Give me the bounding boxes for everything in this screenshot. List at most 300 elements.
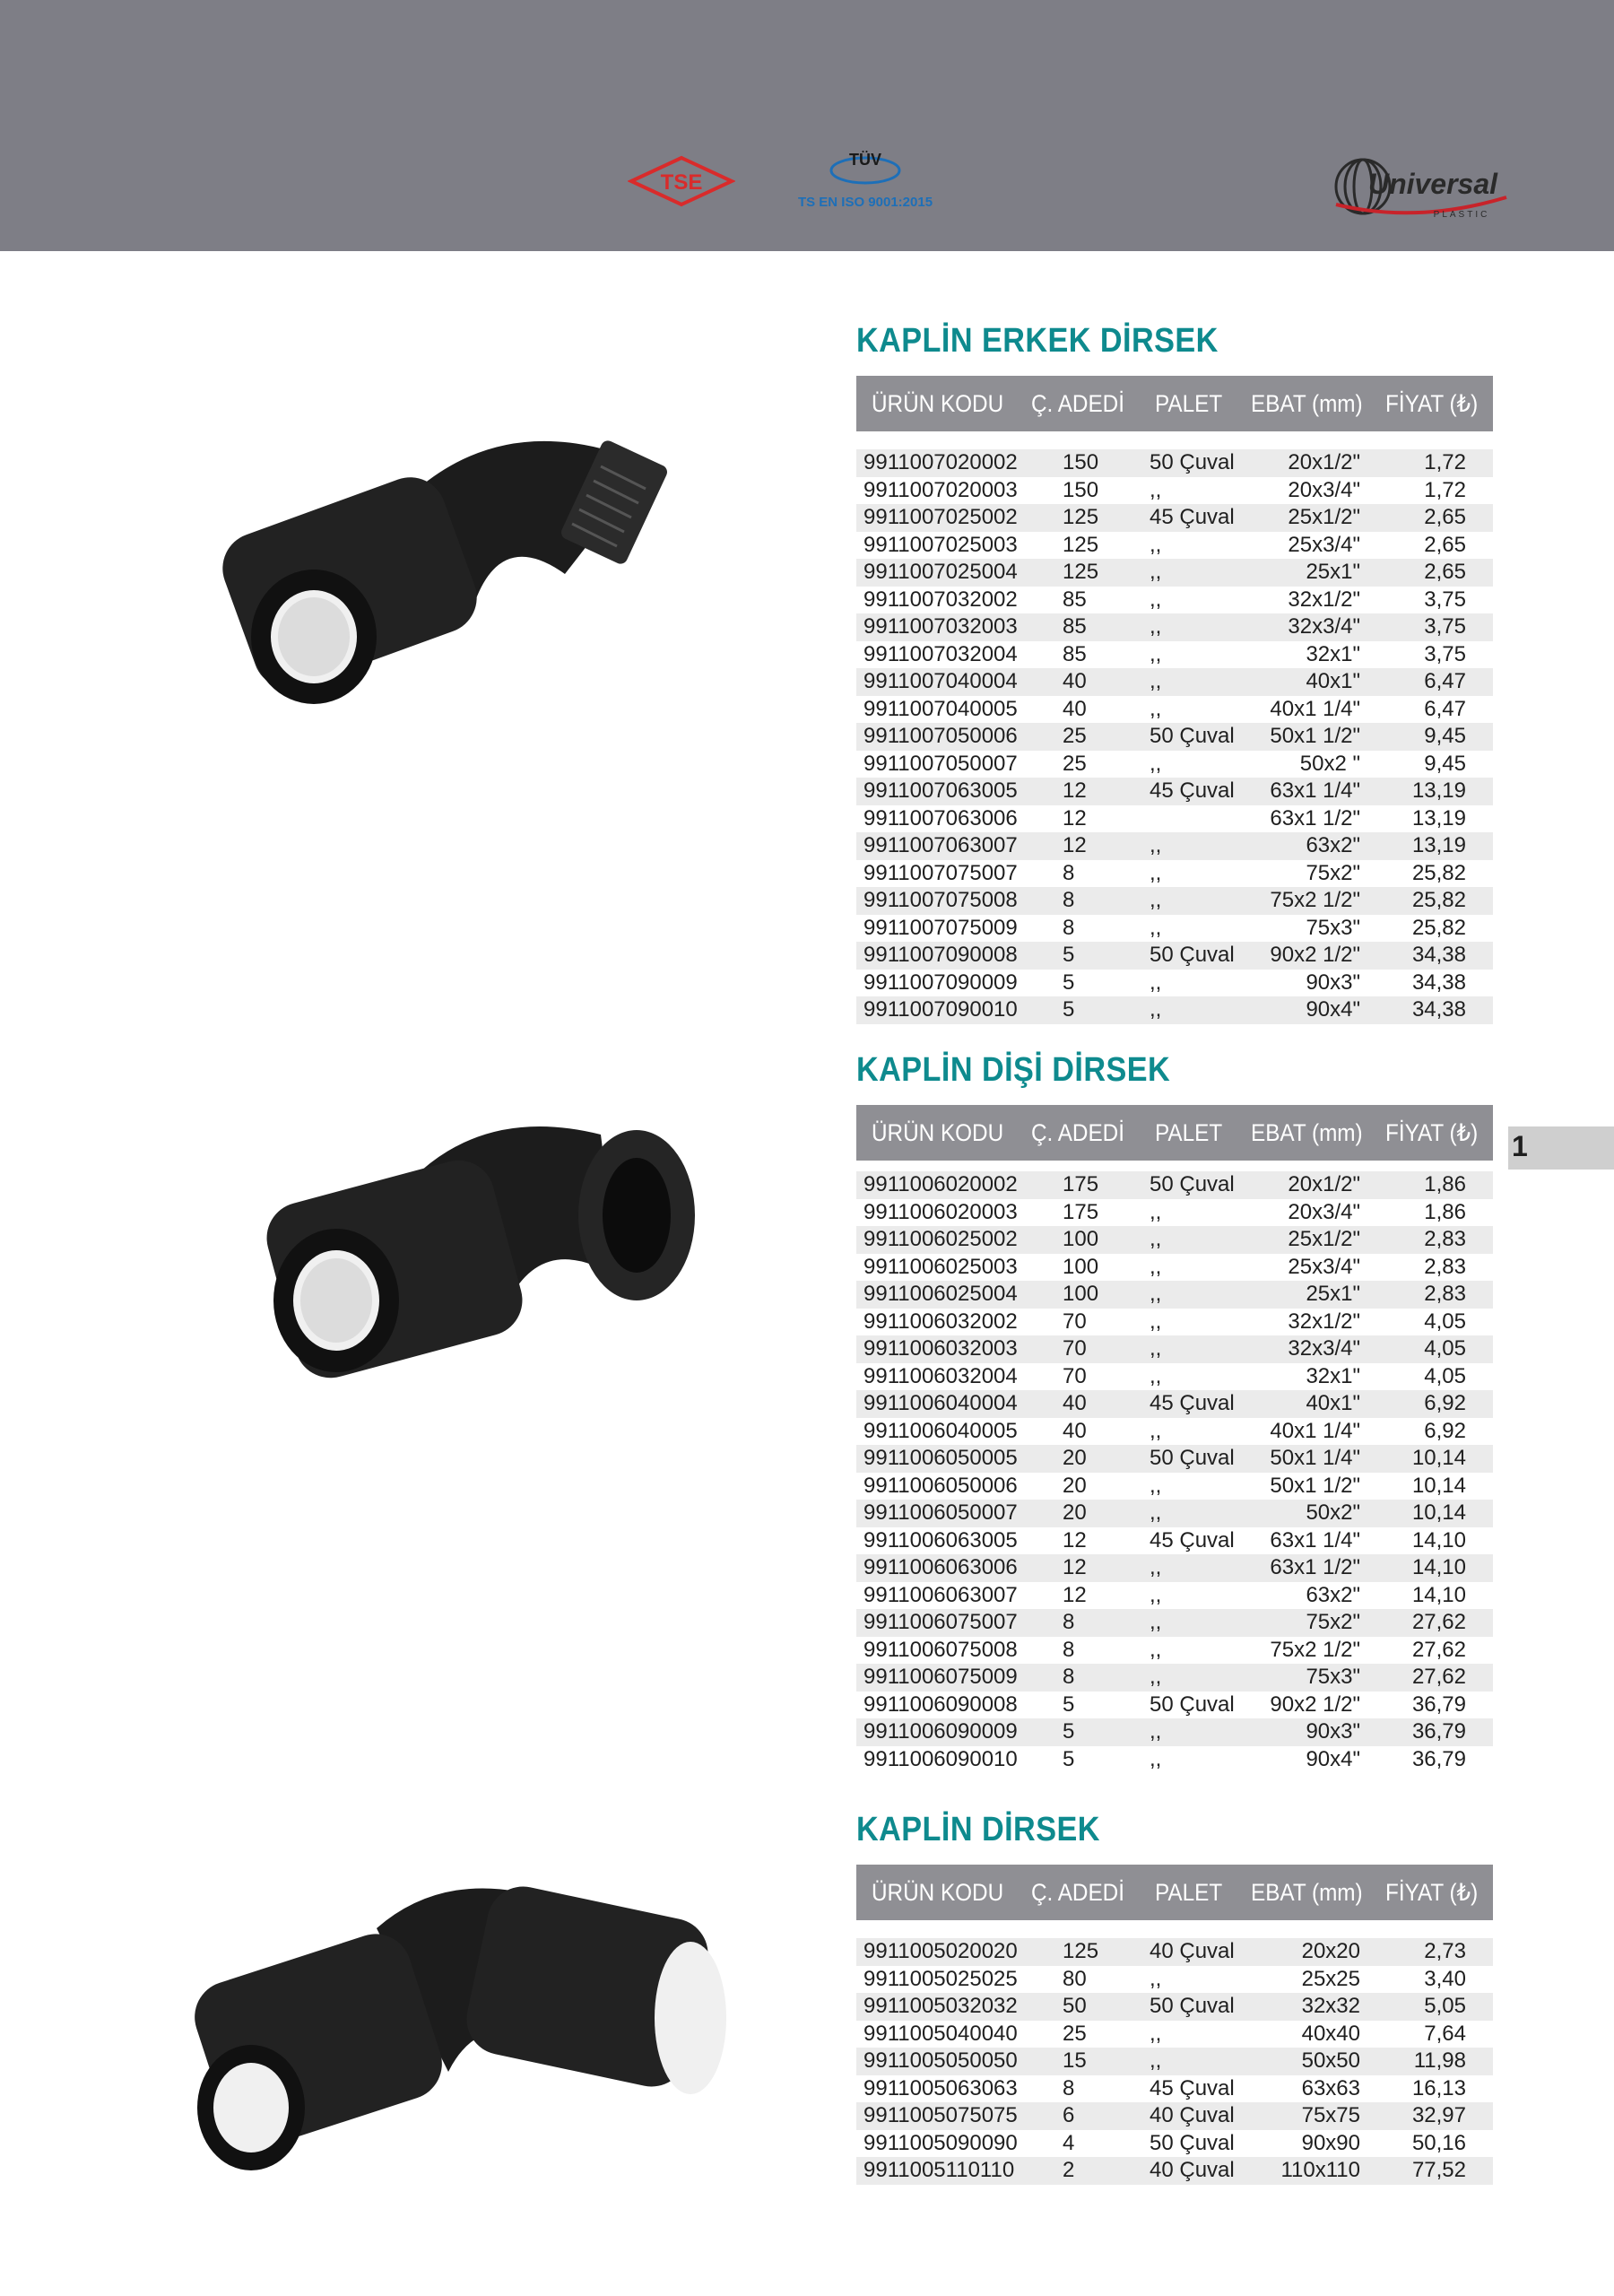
size-cell: 25x1": [1306, 1282, 1360, 1306]
pallet-cell: 50 Çuval: [1150, 1994, 1235, 2018]
price-cell: 10,14: [1411, 1500, 1466, 1525]
size-cell: 63x2": [1306, 833, 1360, 857]
section-title: KAPLİN ERKEK DİRSEK: [856, 322, 1219, 360]
table-row: [856, 613, 1493, 641]
table-row: [856, 2021, 1493, 2048]
table-row: [856, 723, 1493, 751]
pallet-cell: ,,: [1150, 1637, 1162, 1662]
quantity-cell: 12: [1063, 1555, 1087, 1579]
table-row: [856, 1746, 1493, 1774]
table-row: [856, 449, 1493, 477]
product-code-cell: 9911007020003: [863, 477, 1018, 502]
quantity-cell: 40: [1063, 1391, 1087, 1415]
product-code-cell: 9911007032004: [863, 641, 1018, 666]
price-cell: 25,82: [1411, 860, 1466, 885]
pallet-cell: 50 Çuval: [1150, 1446, 1235, 1470]
product-code-cell: 9911007040005: [863, 696, 1018, 721]
price-cell: 13,19: [1411, 778, 1466, 803]
header-pallet: PALET: [1155, 390, 1223, 417]
price-cell: 2,65: [1424, 560, 1466, 584]
pallet-cell: ,,: [1150, 915, 1162, 940]
pallet-cell: ,,: [1150, 587, 1162, 612]
product-code-cell: 9911007025002: [863, 505, 1018, 529]
table-row: [856, 970, 1493, 997]
table-row: [856, 1199, 1493, 1227]
quantity-cell: 80: [1063, 1966, 1087, 1991]
product-code-cell: 9911007020002: [863, 450, 1018, 474]
product-code-cell: 9911005050050: [863, 2048, 1018, 2073]
table-row: [856, 1418, 1493, 1446]
table-row: [856, 2075, 1493, 2103]
product-code-cell: 9911007050006: [863, 724, 1018, 748]
section-female-elbow: [856, 1048, 1493, 1773]
quantity-cell: 12: [1063, 1527, 1087, 1552]
price-cell: 1,86: [1424, 1199, 1466, 1224]
size-cell: 63x1 1/4": [1270, 778, 1360, 803]
price-cell: 14,10: [1411, 1527, 1466, 1552]
section-title: KAPLİN DİRSEK: [856, 1811, 1100, 1848]
table-header: [856, 1865, 1493, 1920]
size-cell: 63x1 1/2": [1270, 1555, 1360, 1579]
price-cell: 13,19: [1411, 805, 1466, 831]
header-size: EBAT (mm): [1251, 1119, 1363, 1146]
size-cell: 63x63: [1301, 2075, 1360, 2100]
product-code-cell: 9911006090008: [863, 1692, 1018, 1717]
price-cell: 9,45: [1424, 751, 1466, 776]
header-product-code: ÜRÜN KODU: [872, 1879, 1004, 1906]
table-row: [856, 1445, 1493, 1473]
product-code-cell: 9911007032002: [863, 587, 1018, 612]
pallet-cell: ,,: [1150, 1363, 1162, 1388]
price-cell: 11,98: [1413, 2048, 1466, 2073]
pallet-cell: ,,: [1150, 1746, 1162, 1771]
price-cell: 2,83: [1424, 1227, 1466, 1251]
table-row: [856, 1335, 1493, 1363]
product-code-cell: 9911006020002: [863, 1172, 1018, 1196]
quantity-cell: 70: [1063, 1363, 1087, 1388]
quantity-cell: 40: [1063, 1418, 1087, 1443]
price-cell: 2,73: [1424, 1939, 1466, 1963]
tuv-logo: [780, 144, 950, 215]
quantity-cell: 8: [1063, 888, 1075, 912]
size-cell: 20x20: [1301, 1939, 1360, 1963]
pallet-cell: 45 Çuval: [1150, 778, 1235, 803]
size-cell: 20x3/4": [1288, 1199, 1360, 1224]
header-price: FİYAT (₺): [1385, 390, 1479, 417]
pallet-cell: ,,: [1150, 532, 1162, 557]
table-row: [856, 587, 1493, 614]
product-code-cell: 9911007063006: [863, 805, 1018, 831]
size-cell: 25x25: [1301, 1966, 1360, 1991]
price-cell: 3,40: [1424, 1966, 1466, 1991]
quantity-cell: 2: [1063, 2158, 1075, 2182]
size-cell: 40x40: [1301, 2021, 1360, 2046]
size-cell: 25x3/4": [1288, 1254, 1360, 1279]
pallet-cell: 40 Çuval: [1150, 1939, 1235, 1963]
price-cell: 14,10: [1411, 1555, 1466, 1579]
table-row: [856, 1500, 1493, 1527]
quantity-cell: 12: [1063, 1582, 1087, 1607]
product-code-cell: 9911007025003: [863, 532, 1018, 557]
price-cell: 10,14: [1411, 1446, 1466, 1470]
quantity-cell: 50: [1063, 1994, 1087, 2018]
size-cell: 25x1/2": [1288, 505, 1360, 529]
pallet-cell: ,,: [1150, 1254, 1162, 1279]
price-cell: 36,79: [1411, 1692, 1466, 1717]
pallet-cell: ,,: [1150, 1473, 1162, 1498]
table-row: [856, 1637, 1493, 1665]
header-quantity: Ç. ADEDİ: [1031, 390, 1124, 417]
table-row: [856, 696, 1493, 724]
quantity-cell: 20: [1063, 1500, 1087, 1525]
product-code-cell: 9911005075075: [863, 2103, 1018, 2127]
size-cell: 75x3": [1306, 915, 1360, 940]
quantity-cell: 8: [1063, 1610, 1075, 1634]
table-row: [856, 1554, 1493, 1582]
pallet-cell: ,,: [1150, 1966, 1162, 1991]
pallet-cell: ,,: [1150, 1418, 1162, 1443]
quantity-cell: 5: [1063, 1746, 1075, 1771]
table-row: [856, 1609, 1493, 1637]
product-code-cell: 9911007090008: [863, 943, 1018, 967]
quantity-cell: 150: [1063, 477, 1099, 502]
tse-logo: [628, 154, 735, 208]
pallet-cell: 50 Çuval: [1150, 1172, 1235, 1196]
size-cell: 32x1/2": [1288, 1309, 1360, 1334]
header-product-code: ÜRÜN KODU: [872, 1119, 1004, 1146]
pallet-cell: ,,: [1150, 696, 1162, 721]
product-code-cell: 9911005032032: [863, 1994, 1018, 2018]
pallet-cell: ,,: [1150, 560, 1162, 584]
price-cell: 1,86: [1424, 1172, 1466, 1196]
product-code-cell: 9911007090010: [863, 997, 1018, 1022]
pallet-cell: ,,: [1150, 1555, 1162, 1579]
quantity-cell: 100: [1063, 1282, 1099, 1306]
size-cell: 63x1 1/4": [1270, 1527, 1360, 1552]
product-code-cell: 9911006090009: [863, 1719, 1018, 1744]
table-row: [856, 915, 1493, 943]
price-cell: 27,62: [1411, 1665, 1466, 1689]
table-body: [856, 1938, 1493, 2185]
brand-sub-text: PLASTIC: [1433, 210, 1490, 220]
table-row: [856, 1254, 1493, 1282]
pallet-cell: ,,: [1150, 970, 1162, 995]
size-cell: 32x3/4": [1288, 614, 1360, 639]
pallet-cell: 40 Çuval: [1150, 2103, 1235, 2127]
product-code-cell: 9911006032002: [863, 1309, 1018, 1334]
quantity-cell: 8: [1063, 1637, 1075, 1662]
header-price: FİYAT (₺): [1385, 1879, 1479, 1906]
quantity-cell: 8: [1063, 2075, 1075, 2100]
product-code-cell: 9911006075009: [863, 1665, 1018, 1689]
price-cell: 6,47: [1424, 696, 1466, 721]
pallet-cell: 50 Çuval: [1150, 943, 1235, 967]
price-cell: 16,13: [1411, 2075, 1466, 2100]
size-cell: 20x1/2": [1288, 450, 1360, 474]
pallet-cell: ,,: [1150, 751, 1162, 776]
table-row: [856, 1527, 1493, 1555]
quantity-cell: 150: [1063, 450, 1099, 474]
product-code-cell: 9911006063005: [863, 1527, 1018, 1552]
quantity-cell: 70: [1063, 1309, 1087, 1334]
size-cell: 90x4": [1306, 1746, 1360, 1771]
pallet-cell: 50 Çuval: [1150, 2130, 1235, 2155]
product-code-cell: 9911006025004: [863, 1282, 1018, 1306]
price-cell: 77,52: [1411, 2158, 1466, 2182]
price-cell: 6,92: [1424, 1391, 1466, 1415]
table-row: [856, 504, 1493, 532]
product-code-cell: 9911005040040: [863, 2021, 1018, 2046]
table-row: [856, 668, 1493, 696]
pallet-cell: ,,: [1150, 1610, 1162, 1634]
price-cell: 3,75: [1424, 641, 1466, 666]
size-cell: 63x1 1/2": [1270, 805, 1360, 831]
quantity-cell: 4: [1063, 2130, 1075, 2155]
price-cell: 1,72: [1424, 477, 1466, 502]
price-cell: 36,79: [1411, 1746, 1466, 1771]
section-elbow: [856, 1807, 1493, 2185]
quantity-cell: 125: [1063, 532, 1099, 557]
table-row: [856, 1473, 1493, 1500]
pallet-cell: ,,: [1150, 888, 1162, 912]
price-cell: 27,62: [1411, 1637, 1466, 1662]
pallet-cell: 50 Çuval: [1150, 724, 1235, 748]
price-cell: 6,92: [1424, 1418, 1466, 1443]
table-row: [856, 1966, 1493, 1994]
product-code-cell: 9911005110110: [863, 2158, 1015, 2182]
product-code-cell: 9911005063063: [863, 2075, 1018, 2100]
size-cell: 50x1 1/4": [1270, 1446, 1360, 1470]
price-cell: 2,83: [1424, 1254, 1466, 1279]
product-code-cell: 9911005020020: [863, 1939, 1018, 1963]
quantity-cell: 85: [1063, 641, 1087, 666]
product-code-cell: 9911007090009: [863, 970, 1018, 995]
table-row: [856, 477, 1493, 505]
quantity-cell: 40: [1063, 669, 1087, 693]
table-row: [856, 860, 1493, 888]
table-row: [856, 559, 1493, 587]
quantity-cell: 12: [1063, 778, 1087, 803]
size-cell: 90x4": [1306, 997, 1360, 1022]
size-cell: 75x2 1/2": [1270, 888, 1360, 912]
price-cell: 14,10: [1411, 1582, 1466, 1607]
size-cell: 75x3": [1306, 1665, 1360, 1689]
brand-text: Universal: [1367, 168, 1498, 200]
size-cell: 90x3": [1306, 1719, 1360, 1744]
price-cell: 25,82: [1411, 888, 1466, 912]
product-code-cell: 9911006020003: [863, 1199, 1018, 1224]
price-cell: 5,05: [1424, 1994, 1466, 2018]
product-code-cell: 9911007025004: [863, 560, 1018, 584]
size-cell: 75x2 1/2": [1270, 1637, 1360, 1662]
quantity-cell: 25: [1063, 751, 1087, 776]
quantity-cell: 25: [1063, 724, 1087, 748]
product-code-cell: 9911006025003: [863, 1254, 1018, 1279]
header-quantity: Ç. ADEDİ: [1031, 1119, 1124, 1146]
product-code-cell: 9911006032004: [863, 1363, 1018, 1388]
table-row: [856, 1664, 1493, 1692]
pallet-cell: 45 Çuval: [1150, 1527, 1235, 1552]
section-male-elbow: [856, 318, 1493, 1024]
header-product-code: ÜRÜN KODU: [872, 390, 1004, 417]
quantity-cell: 20: [1063, 1446, 1087, 1470]
header-size: EBAT (mm): [1251, 1879, 1363, 1906]
size-cell: 75x75: [1301, 2103, 1360, 2127]
quantity-cell: 12: [1063, 805, 1087, 831]
size-cell: 32x3/4": [1288, 1336, 1360, 1361]
price-cell: 50,16: [1411, 2130, 1466, 2155]
table-header: [856, 376, 1493, 431]
product-code-cell: 9911006075007: [863, 1610, 1018, 1634]
table-row: [856, 778, 1493, 805]
certification-text: TS EN ISO 9001:2015: [797, 195, 933, 210]
quantity-cell: 70: [1063, 1336, 1087, 1361]
pallet-cell: ,,: [1150, 1719, 1162, 1744]
size-cell: 32x32: [1301, 1994, 1360, 2018]
price-cell: 3,75: [1424, 614, 1466, 639]
price-cell: 6,47: [1424, 669, 1466, 693]
size-cell: 90x90: [1301, 2130, 1360, 2155]
product-code-cell: 9911006050007: [863, 1500, 1018, 1525]
female-elbow-image: [260, 1099, 726, 1431]
header-pallet: PALET: [1155, 1119, 1223, 1146]
header-size: EBAT (mm): [1251, 390, 1363, 417]
pallet-cell: ,,: [1150, 669, 1162, 693]
product-code-cell: 9911007050007: [863, 751, 1018, 776]
size-cell: 50x1 1/2": [1270, 1473, 1360, 1498]
table-row: [856, 751, 1493, 778]
table-row: [856, 887, 1493, 915]
price-cell: 32,97: [1411, 2103, 1466, 2127]
price-cell: 13,19: [1411, 833, 1466, 857]
product-code-cell: 9911005025025: [863, 1966, 1018, 1991]
size-cell: 25x1/2": [1288, 1227, 1360, 1251]
size-cell: 32x1": [1306, 1363, 1360, 1388]
table-row: [856, 805, 1493, 833]
product-code-cell: 9911007063005: [863, 778, 1018, 803]
pallet-cell: ,,: [1150, 833, 1162, 857]
size-cell: 50x50: [1301, 2048, 1360, 2073]
header-quantity: Ç. ADEDİ: [1031, 1879, 1124, 1906]
quantity-cell: 5: [1063, 997, 1075, 1022]
product-code-cell: 9911006050006: [863, 1473, 1018, 1498]
quantity-cell: 8: [1063, 860, 1075, 885]
table-row: [856, 832, 1493, 860]
pallet-cell: ,,: [1150, 860, 1162, 885]
pallet-cell: 45 Çuval: [1150, 2075, 1235, 2100]
size-cell: 32x1/2": [1288, 587, 1360, 612]
product-code-cell: 9911006075008: [863, 1637, 1018, 1662]
table-row: [856, 2102, 1493, 2130]
size-cell: 40x1": [1306, 1391, 1360, 1415]
size-cell: 20x3/4": [1288, 477, 1360, 502]
table-row: [856, 996, 1493, 1024]
table-row: [856, 2130, 1493, 2158]
product-code-cell: 9911007032003: [863, 614, 1018, 639]
table-row: [856, 1582, 1493, 1610]
tse-logo-text: TSE: [660, 170, 703, 195]
quantity-cell: 6: [1063, 2103, 1075, 2127]
price-cell: 2,65: [1424, 505, 1466, 529]
pallet-cell: 50 Çuval: [1150, 1692, 1235, 1717]
page-header: [0, 0, 1614, 251]
product-code-cell: 9911005090090: [863, 2130, 1018, 2155]
quantity-cell: 12: [1063, 833, 1087, 857]
quantity-cell: 5: [1063, 970, 1075, 995]
price-cell: 34,38: [1411, 997, 1466, 1022]
product-code-cell: 9911006040004: [863, 1391, 1018, 1415]
size-cell: 50x1 1/2": [1270, 724, 1360, 748]
size-cell: 25x3/4": [1288, 532, 1360, 557]
pallet-cell: ,,: [1150, 2048, 1162, 2073]
price-cell: 3,75: [1424, 587, 1466, 612]
size-cell: 90x2 1/2": [1270, 1692, 1360, 1717]
table-row: [856, 1692, 1493, 1719]
table-row: [856, 2157, 1493, 2185]
quantity-cell: 125: [1063, 1939, 1099, 1963]
size-cell: 40x1 1/4": [1270, 1418, 1360, 1443]
quantity-cell: 85: [1063, 587, 1087, 612]
table-row: [856, 1993, 1493, 2021]
pallet-cell: 40 Çuval: [1150, 2158, 1235, 2182]
product-code-cell: 9911006063006: [863, 1555, 1018, 1579]
table-row: [856, 1281, 1493, 1309]
price-cell: 34,38: [1411, 943, 1466, 967]
quantity-cell: 100: [1063, 1254, 1099, 1279]
table-header: [856, 1105, 1493, 1161]
quantity-cell: 125: [1063, 560, 1099, 584]
table-body: [856, 1171, 1493, 1773]
quantity-cell: 40: [1063, 696, 1087, 721]
product-code-cell: 9911006032003: [863, 1336, 1018, 1361]
price-cell: 2,83: [1424, 1282, 1466, 1306]
quantity-cell: 20: [1063, 1473, 1087, 1498]
quantity-cell: 8: [1063, 1665, 1075, 1689]
product-code-cell: 9911006050005: [863, 1446, 1018, 1470]
size-cell: 90x3": [1306, 970, 1360, 995]
product-code-cell: 9911006090010: [863, 1746, 1018, 1771]
table-row: [856, 2048, 1493, 2075]
header-price: FİYAT (₺): [1385, 1119, 1479, 1146]
size-cell: 50x2 ": [1299, 751, 1360, 776]
product-code-cell: 9911006025002: [863, 1227, 1018, 1251]
size-cell: 75x2": [1306, 860, 1360, 885]
pallet-cell: ,,: [1150, 1582, 1162, 1607]
price-cell: 34,38: [1411, 970, 1466, 995]
table-row: [856, 1226, 1493, 1254]
size-cell: 25x1": [1306, 560, 1360, 584]
pallet-cell: ,,: [1150, 641, 1162, 666]
size-cell: 32x1": [1306, 641, 1360, 666]
table-row: [856, 1718, 1493, 1746]
table-row: [856, 1938, 1493, 1966]
pallet-cell: ,,: [1150, 1665, 1162, 1689]
table-row: [856, 641, 1493, 669]
table-body: [856, 449, 1493, 1024]
table-row: [856, 1390, 1493, 1418]
size-cell: 110x110: [1280, 2158, 1360, 2182]
pallet-cell: ,,: [1150, 1500, 1162, 1525]
page-number: 1: [1512, 1130, 1528, 1162]
section-title: KAPLİN DİŞİ DİRSEK: [856, 1051, 1171, 1089]
quantity-cell: 8: [1063, 915, 1075, 940]
size-cell: 75x2": [1306, 1610, 1360, 1634]
quantity-cell: 15: [1063, 2048, 1087, 2073]
size-cell: 40x1 1/4": [1270, 696, 1360, 721]
pallet-cell: 50 Çuval: [1150, 450, 1235, 474]
quantity-cell: 100: [1063, 1227, 1099, 1251]
quantity-cell: 175: [1063, 1172, 1099, 1196]
